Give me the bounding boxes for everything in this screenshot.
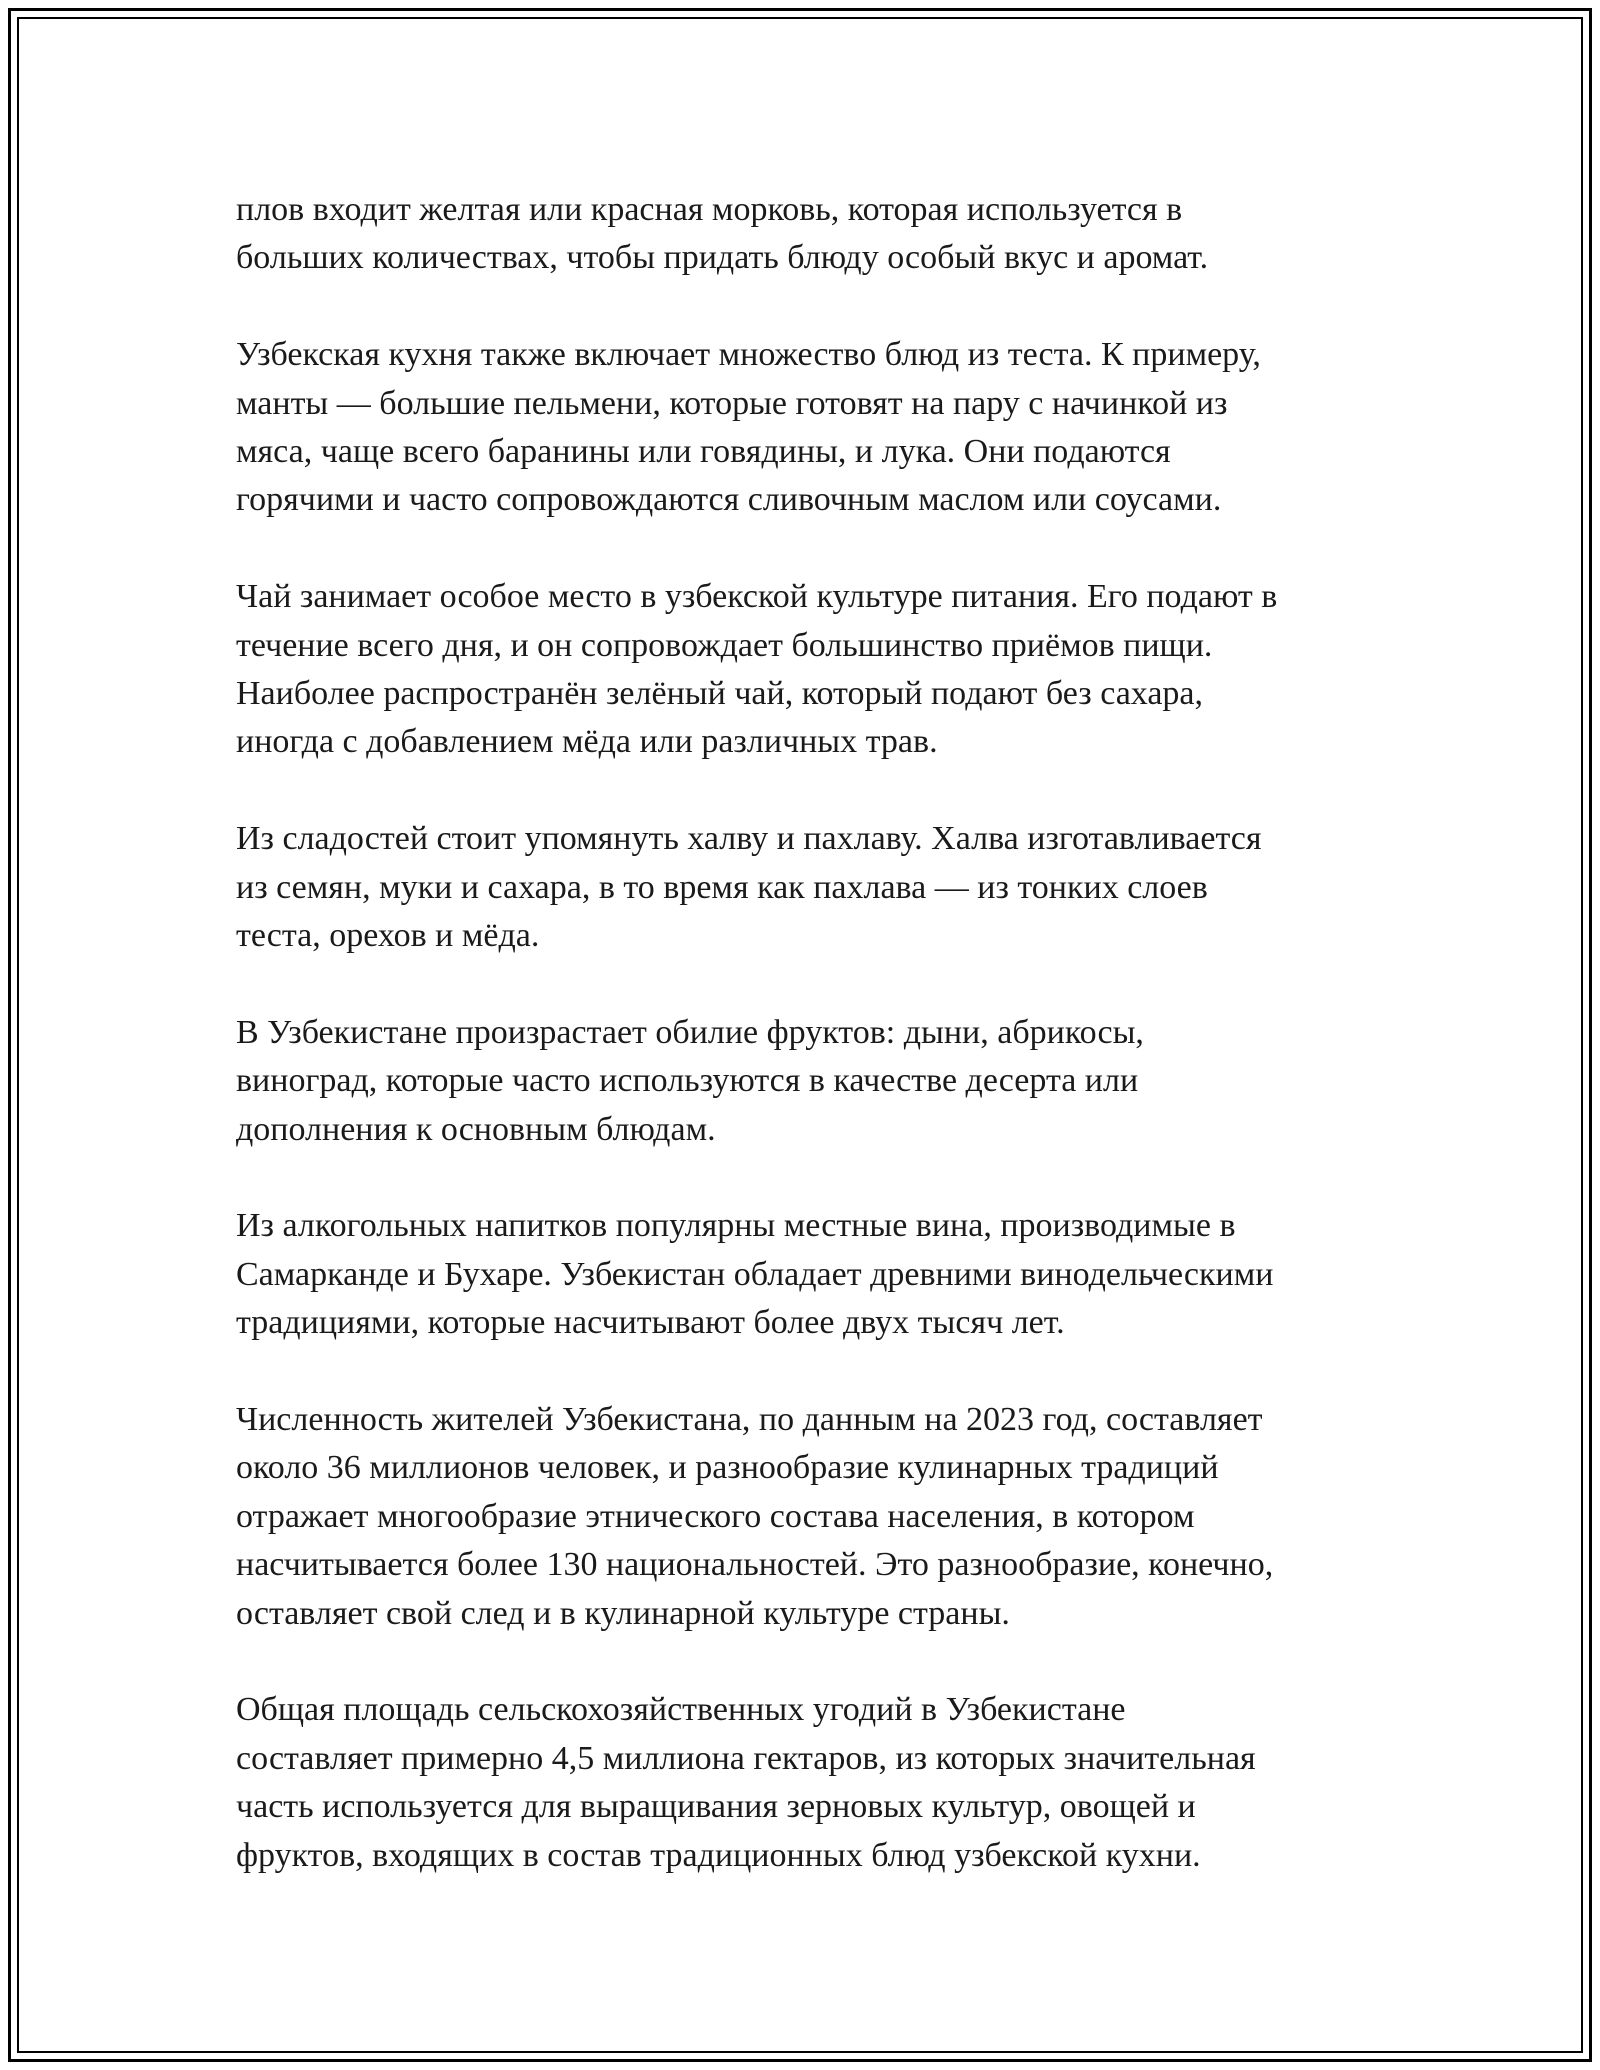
text-line: Узбекская кухня также включает множество блюд из теста. К примеру, (236, 336, 1261, 374)
paragraph-wine (236, 1202, 1376, 1347)
document-body (236, 186, 1376, 1929)
text-line: Самарканде и Бухаре. Узбекистан обладает древними винодельческими (236, 1255, 1274, 1293)
paragraph-fruits (236, 1009, 1376, 1154)
text-line: около 36 миллионов человек, и разнообразие кулинарных традиций (236, 1449, 1219, 1487)
text-line: Из сладостей стоит упомянуть халву и пахлаву. Халва изготавливается (236, 820, 1262, 858)
text-line: традициями, которые насчитывают более двух тысяч лет. (236, 1304, 1065, 1342)
text-line: оставляет свой след и в кулинарной культуре страны. (236, 1594, 1010, 1632)
text-line: В Узбекистане произрастает обилие фруктов: дыни, абрикосы, (236, 1013, 1144, 1051)
text-line: Общая площадь сельскохозяйственных угодий в Узбекистане (236, 1691, 1126, 1729)
text-line: течение всего дня, и он сопровождает большинство приёмов пищи. (236, 626, 1213, 664)
text-line: теста, орехов и мёда. (236, 917, 540, 955)
text-line: отражает многообразие этнического состава населения, в котором (236, 1497, 1195, 1535)
text-line: Из алкогольных напитков популярны местные вина, производимые в (236, 1207, 1236, 1245)
text-line: Чай занимает особое место в узбекской культуре питания. Его подают в (236, 578, 1278, 616)
text-line: составляет примерно 4,5 миллиона гектаров, из которых значительная (236, 1739, 1256, 1777)
text-line: дополнения к основным блюдам. (236, 1110, 716, 1148)
paragraph-sweets (236, 815, 1376, 960)
text-line: виноград, которые часто используются в качестве десерта или (236, 1062, 1139, 1100)
text-line: плов входит желтая или красная морковь, которая используется в (236, 191, 1183, 228)
paragraph-tea (236, 573, 1376, 767)
text-line: горячими и часто сопровождаются сливочным маслом или соусами. (236, 481, 1222, 519)
text-line: больших количествах, чтобы придать блюду особый вкус и аромат. (236, 239, 1209, 277)
text-line: из семян, муки и сахара, в то время как пахлава — из тонких слоев (236, 868, 1208, 906)
text-line: манты — большие пельмени, которые готовят на пару с начинкой из (236, 384, 1228, 422)
text-line: фруктов, входящих в состав традиционных блюд узбекской кухни. (236, 1836, 1201, 1874)
paragraph-agriculture (236, 1686, 1376, 1880)
text-line: часть используется для выращивания зерновых культур, овощей и (236, 1788, 1196, 1826)
text-line: Наиболее распространён зелёный чай, который подают без сахара, (236, 675, 1204, 713)
text-line: мяса, чаще всего баранины или говядины, и лука. Они подаются (236, 433, 1171, 471)
text-line: иногда с добавлением мёда или различных трав. (236, 723, 938, 761)
paragraph-population (236, 1396, 1376, 1638)
paragraph-plov-carrot (236, 186, 1376, 283)
paragraph-dough-dishes (236, 331, 1376, 525)
text-line: насчитывается более 130 национальностей. Это разнообразие, конечно, (236, 1546, 1274, 1584)
text-line: Численность жителей Узбекистана, по данным на 2023 год, составляет (236, 1401, 1263, 1439)
